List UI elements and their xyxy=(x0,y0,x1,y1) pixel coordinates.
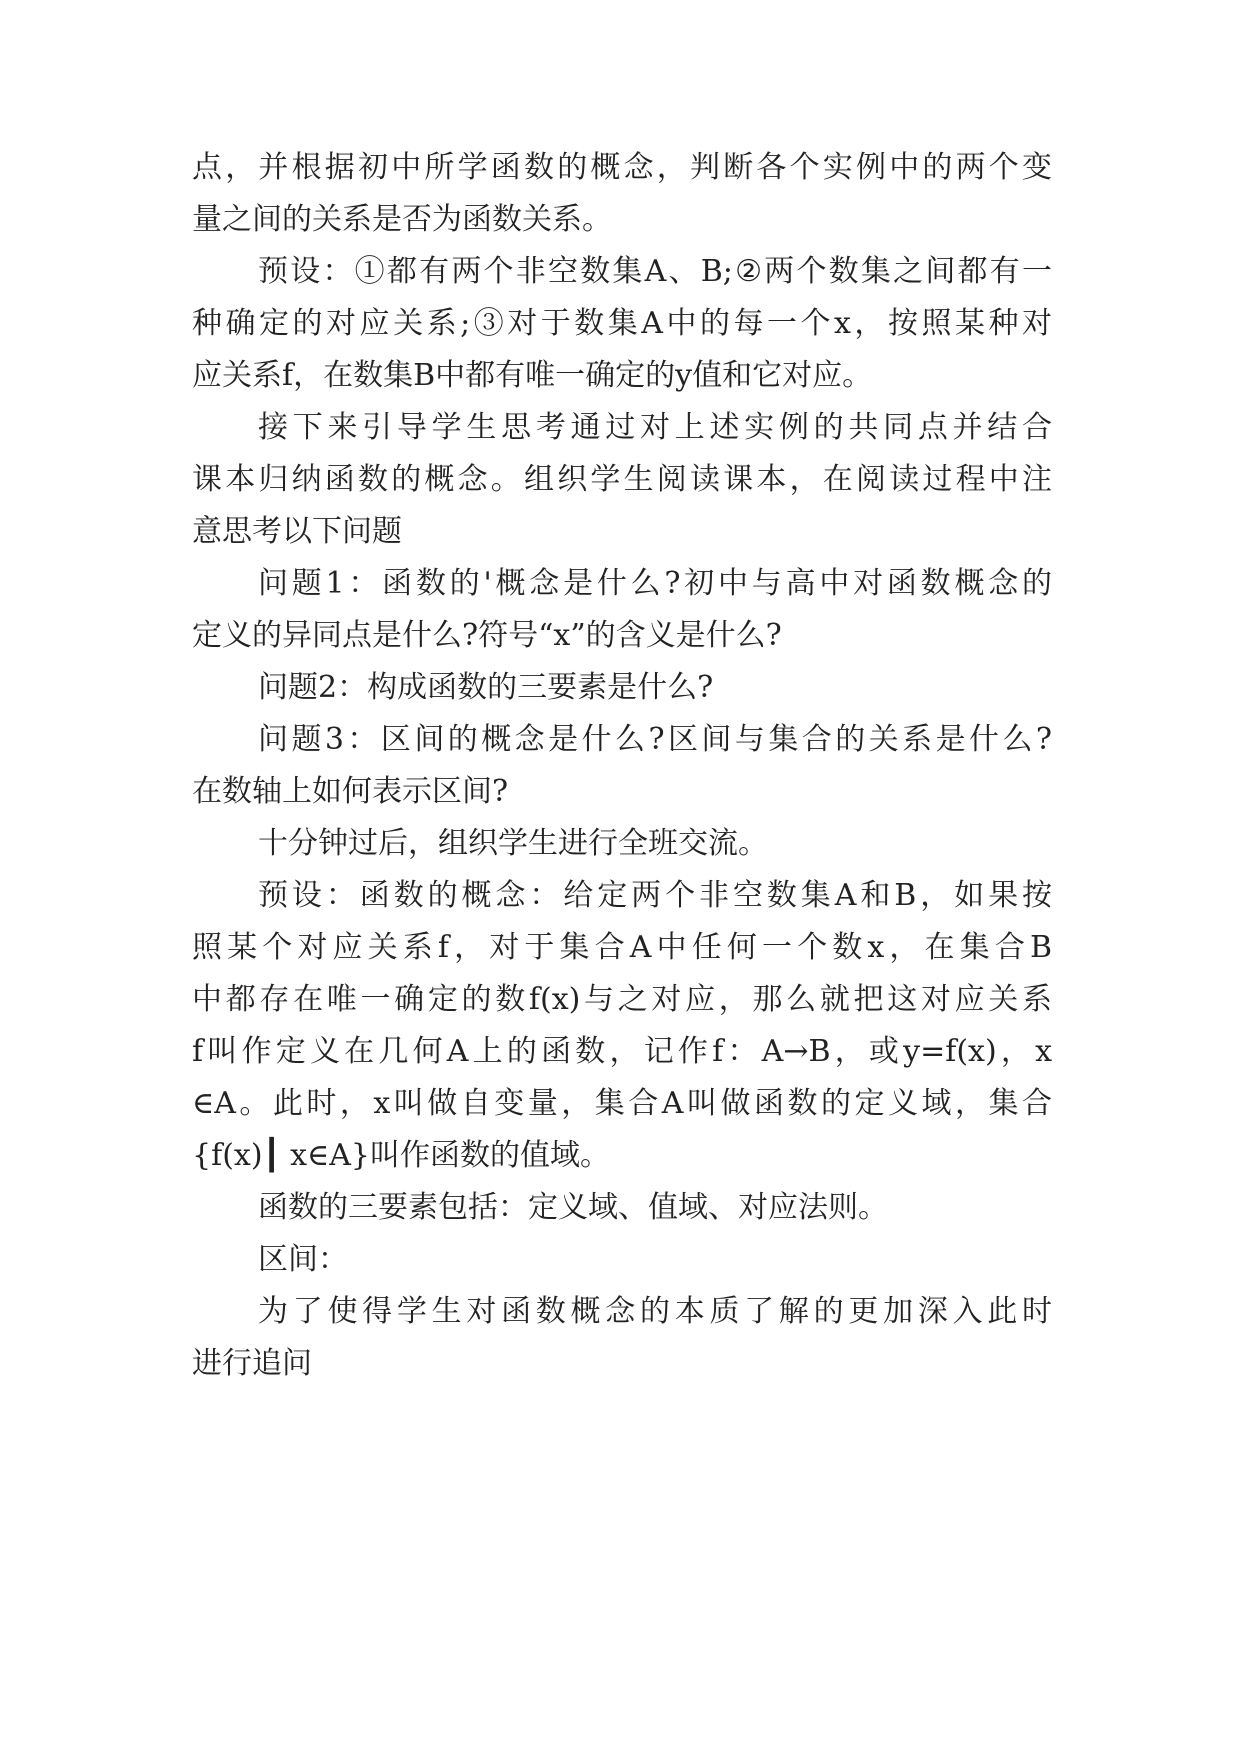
paragraph-line: f叫作定义在几何A上的函数，记作f：A→B，或y=f(x)，x xyxy=(192,1034,1052,1069)
paragraph-line: 区间： xyxy=(258,1242,348,1277)
paragraph-line: 进行追问 xyxy=(192,1346,312,1381)
paragraph-line: 在数轴上如何表示区间? xyxy=(192,774,509,809)
paragraph-line: 为了使得学生对函数概念的本质了解的更加深入此时 xyxy=(258,1294,1052,1329)
paragraph-line: 照某个对应关系f，对于集合A中任何一个数x，在集合B xyxy=(192,930,1052,965)
paragraph-line: 定义的异同点是什么?符号“x”的含义是什么? xyxy=(192,618,782,653)
paragraph-line: 中都存在唯一确定的数f(x)与之对应，那么就把这对应关系 xyxy=(192,982,1052,1017)
paragraph-line: 量之间的关系是否为函数关系。 xyxy=(192,202,612,237)
paragraph-line: 意思考以下问题 xyxy=(192,514,402,549)
paragraph-line: 课本归纳函数的概念。组织学生阅读课本，在阅读过程中注 xyxy=(192,462,1052,497)
paragraph-line: 应关系f，在数集B中都有唯一确定的y值和它对应。 xyxy=(192,358,873,393)
paragraph-line: 预设：函数的概念：给定两个非空数集A和B，如果按 xyxy=(258,878,1052,913)
paragraph-line: 问题2：构成函数的三要素是什么? xyxy=(258,670,714,705)
paragraph-line: 十分钟过后，组织学生进行全班交流。 xyxy=(258,826,768,861)
paragraph-line: {f(x)┃ x∈A}叫作函数的值域。 xyxy=(192,1138,610,1173)
paragraph-line: 问题1：函数的'概念是什么?初中与高中对函数概念的 xyxy=(258,566,1052,601)
paragraph-line: 问题3：区间的概念是什么?区间与集合的关系是什么? xyxy=(258,722,1052,757)
paragraph-line: 预设：①都有两个非空数集A、B;②两个数集之间都有一 xyxy=(258,254,1052,289)
paragraph-line: 函数的三要素包括：定义域、值域、对应法则。 xyxy=(258,1190,888,1225)
paragraph-line: 接下来引导学生思考通过对上述实例的共同点并结合 xyxy=(258,410,1052,445)
paragraph-line: ∈A。此时，x叫做自变量，集合A叫做函数的定义域，集合 xyxy=(192,1086,1052,1121)
paragraph-line: 点，并根据初中所学函数的概念，判断各个实例中的两个变 xyxy=(192,150,1052,185)
paragraph-line: 种确定的对应关系;③对于数集A中的每一个x，按照某种对 xyxy=(192,306,1052,341)
